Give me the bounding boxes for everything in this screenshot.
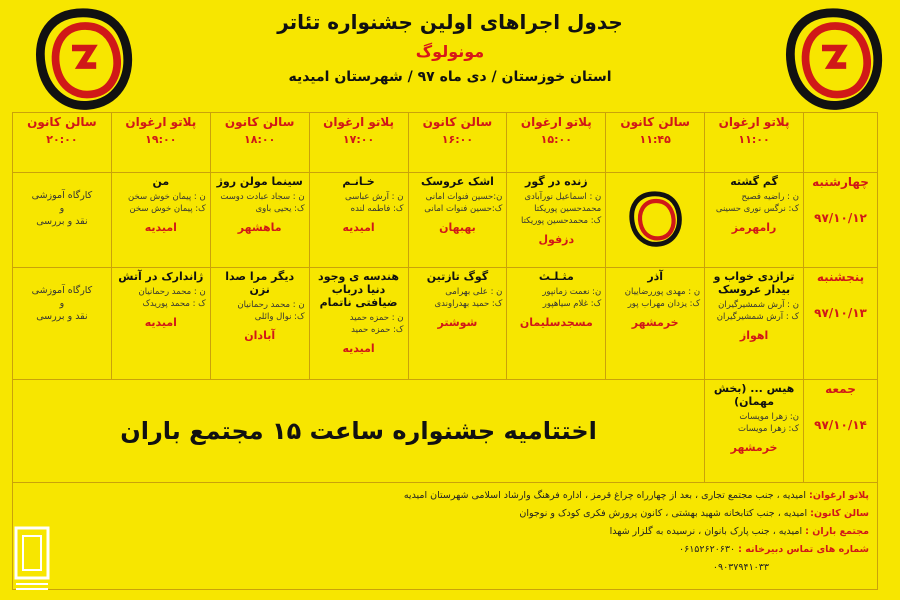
venue-line: سالن کانون: امیدیه ، جنب کتابخانه شهید بهشتی ، کانون پرورش فکری کودک و نوجوان: [519, 508, 869, 519]
show-cell: مثـلـث ن: نعمت زمانپور ک: غلام سیاهپور مسجدسلیمان: [507, 268, 606, 380]
day-row-thursday: [13, 268, 878, 380]
contact-line: شماره های تماس دبیرخانه : ۰۶۱۵۲۶۲۰۶۳۰: [678, 544, 869, 555]
col-header: سالن کانون ۱۱:۴۵: [606, 113, 705, 173]
show-cell: سینما مولن روژ ن : سجاد عبادت دوست ک: یحیی باوی ماهشهر: [210, 173, 309, 268]
venue-line: مجتمع باران : امیدیه ، جنب پارک بانوان ، نرسیده به گلزار شهدا: [609, 526, 869, 537]
closing-announcement: اختتامیه جشنواره ساعت ۱۵ مجتمع باران: [120, 417, 597, 445]
col-header: پلاتو ارغوان ۱۱:۰۰: [705, 113, 804, 173]
schedule-table: [12, 112, 878, 483]
show-cell: گم گشته ن : راضیه فصیح ک: نرگس نوری حسینی رامهرمز: [705, 173, 804, 268]
theater-watermark-icon: [10, 524, 54, 594]
day-cell: پنجشنبه ۹۷/۱۰/۱۳: [804, 268, 878, 380]
contact-line: ۰۹۰۳۷۹۴۱۰۳۳: [712, 562, 769, 573]
day-cell: جمعه ۹۷/۱۰/۱۴: [804, 380, 878, 483]
festival-logo-left: [28, 4, 138, 114]
col-header: سالن کانون ۱۸:۰۰: [210, 113, 309, 173]
page-header: [170, 0, 730, 85]
show-cell: ترازدی خواب و بیدار عروسک ن : آرش شمشیرگیران ک : آرش شمشیرگیران اهواز: [705, 268, 804, 380]
workshop-cell: کارگاه آموزشی و نقد و بررسی: [13, 268, 112, 380]
show-cell: زنده در گور ن : اسماعیل نورآبادی محمدحسین پوریکتا ک: محمدحسین پوریکتا دزفول: [507, 173, 606, 268]
page-subtitle: مونولوگ: [415, 42, 485, 61]
show-cell: گوگ تازتین ن : علی بهرامی ک: حمید بهدراوندی شوشتر: [408, 268, 507, 380]
mask-logo-icon: [625, 189, 685, 249]
col-header: سالن کانون ۱۶:۰۰: [408, 113, 507, 173]
show-cell: خـانـم ن : آرش عباسی ک: فاطمه لنده امیدیه: [309, 173, 408, 268]
show-cell: دیگر مرا صدا نزن ن : محمد رحمانیان ک: نوال وائلی آبادان: [210, 268, 309, 380]
day-row-wednesday: [13, 173, 878, 268]
show-cell: آذر ن : مهدی پوررضاییان ک: یزدان مهراب پور خرمشهر: [606, 268, 705, 380]
header-row: [13, 113, 878, 173]
show-cell: من ن : پیمان خوش سخن ک: پیمان خوش سخن امیدیه: [111, 173, 210, 268]
venue-info: [12, 482, 878, 590]
day-row-friday: [13, 380, 878, 483]
show-cell-logo: [606, 173, 705, 268]
guest-show-cell: هیس ... (بخش مهمان) ن: زهرا مویسات ک: زهرا مویسات خرمشهر: [705, 380, 804, 483]
corner-cell: [804, 113, 878, 173]
closing-cell: [13, 380, 705, 483]
festival-logo-right: [778, 4, 888, 114]
watermark-logo: [10, 524, 54, 594]
col-header: پلاتو ارغوان ۱۵:۰۰: [507, 113, 606, 173]
show-cell: اشک عروسک ن:حسین فنوات امانی ک:حسین فنوات امانی بهبهان: [408, 173, 507, 268]
mask-logo-icon: [28, 4, 138, 114]
col-header: پلاتو ارغوان ۱۷:۰۰: [309, 113, 408, 173]
venue-line: پلاتو ارغوان: امیدیه ، جنب مجتمع تجاری ، بعد از چهارراه چراغ قرمز ، اداره فرهنگ وارشاد اسلامی شهرستان امیدیه: [403, 490, 869, 501]
location-line: استان خوزستان / دی ماه ۹۷ / شهرستان امیدیه: [288, 69, 612, 85]
workshop-cell: کارگاه آموزشی و نقد و بررسی: [13, 173, 112, 268]
col-header: سالن کانون ۲۰:۰۰: [13, 113, 112, 173]
page-title: جدول اجراهای اولین جشنواره تئاتر: [277, 10, 623, 34]
show-cell: ژاندارک در آتش ن : محمد رحمانیان ک : محمد پوریدک امیدیه: [111, 268, 210, 380]
col-header: پلاتو ارغوان ۱۹:۰۰: [111, 113, 210, 173]
mask-logo-icon: [778, 4, 888, 114]
show-cell: هندسه ی وجود دنیا درباب ضیافتی ناتمام ن : حمزه حمید ک: حمزه حمید امیدیه: [309, 268, 408, 380]
day-cell: چهارشنبه ۹۷/۱۰/۱۲: [804, 173, 878, 268]
